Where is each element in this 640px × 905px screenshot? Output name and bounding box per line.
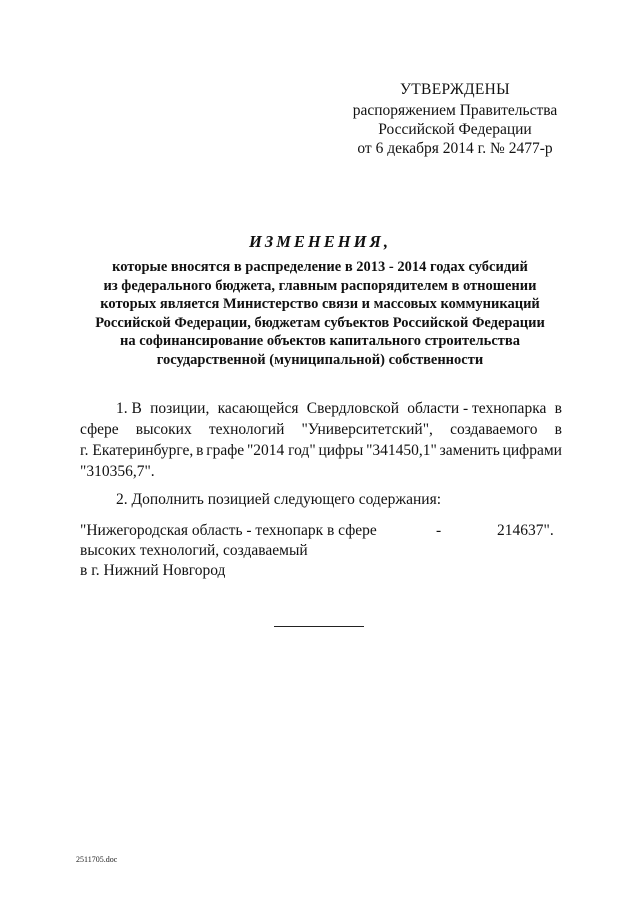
subtitle-line: Российской Федерации, бюджетам субъектов Российской Федерации (95, 314, 545, 331)
word: касающейся (217, 400, 299, 417)
subtitle-line: государственной (муниципальной) собственности (156, 351, 484, 368)
word: "341450,1" (366, 442, 437, 459)
approval-line-1: распоряжением Правительства (352, 102, 558, 119)
footer-filename: 2511705.doc (76, 855, 118, 864)
subtitle-line: которых является Министерство связи и массовых коммуникаций (100, 296, 540, 312)
subtitle-line: которые вносятся в распределение в 2013 - 2014 годах субсидий (112, 259, 528, 275)
word: области - технопарка (407, 400, 547, 417)
subtitle-line: на софинансирование объектов капитального строительства (119, 333, 520, 349)
insertion-2014-value: 214637". (497, 522, 554, 539)
approval-heading: УТВЕРЖДЕНЫ (400, 81, 510, 98)
word: 1. В (116, 400, 142, 417)
word: цифрами (502, 442, 562, 459)
word: в (196, 442, 204, 459)
paragraph-1 (80, 398, 562, 482)
document-subtitle (60, 258, 580, 369)
word: г. Екатеринбурге, (80, 442, 194, 459)
word: "2014 год" (246, 442, 316, 459)
document-title: ИЗМЕНЕНИЯ, (249, 232, 391, 251)
end-divider (274, 626, 364, 627)
word: позиции, (150, 400, 210, 417)
insertion-name-line: высоких технологий, создаваемый (80, 542, 308, 559)
word: графе (206, 442, 245, 459)
approval-line-2: Российской Федерации (378, 121, 532, 138)
word: цифры (318, 442, 364, 459)
word: заменить (439, 442, 500, 459)
paragraph-2: 2. Дополнить позицией следующего содержания: (116, 491, 442, 508)
word: сфере (80, 421, 119, 438)
word: Свердловской (306, 400, 400, 417)
word: технологий (208, 421, 285, 438)
word: высоких (135, 421, 192, 438)
insertion-name-line: в г. Нижний Новгород (80, 562, 226, 579)
word: в (554, 421, 562, 438)
word: "Университетский", (301, 421, 433, 438)
paragraph-1-line-3 (80, 440, 562, 461)
paragraph-1-line-2 (80, 419, 562, 440)
paragraph-1-line-1 (80, 398, 562, 419)
word: создаваемого (450, 421, 538, 438)
word: в (554, 400, 562, 417)
approval-line-3: от 6 декабря 2014 г. № 2477-р (357, 140, 553, 157)
approval-block (330, 80, 580, 158)
insertion-name-line: "Нижегородская область - технопарк в сфере (80, 522, 377, 539)
insertion-name (80, 521, 377, 581)
insertion-2013-value: - (436, 522, 442, 539)
subtitle-line: из федерального бюджета, главным распорядителем в отношении (103, 277, 537, 294)
paragraph-1-line-4: "310356,7". (80, 463, 155, 480)
